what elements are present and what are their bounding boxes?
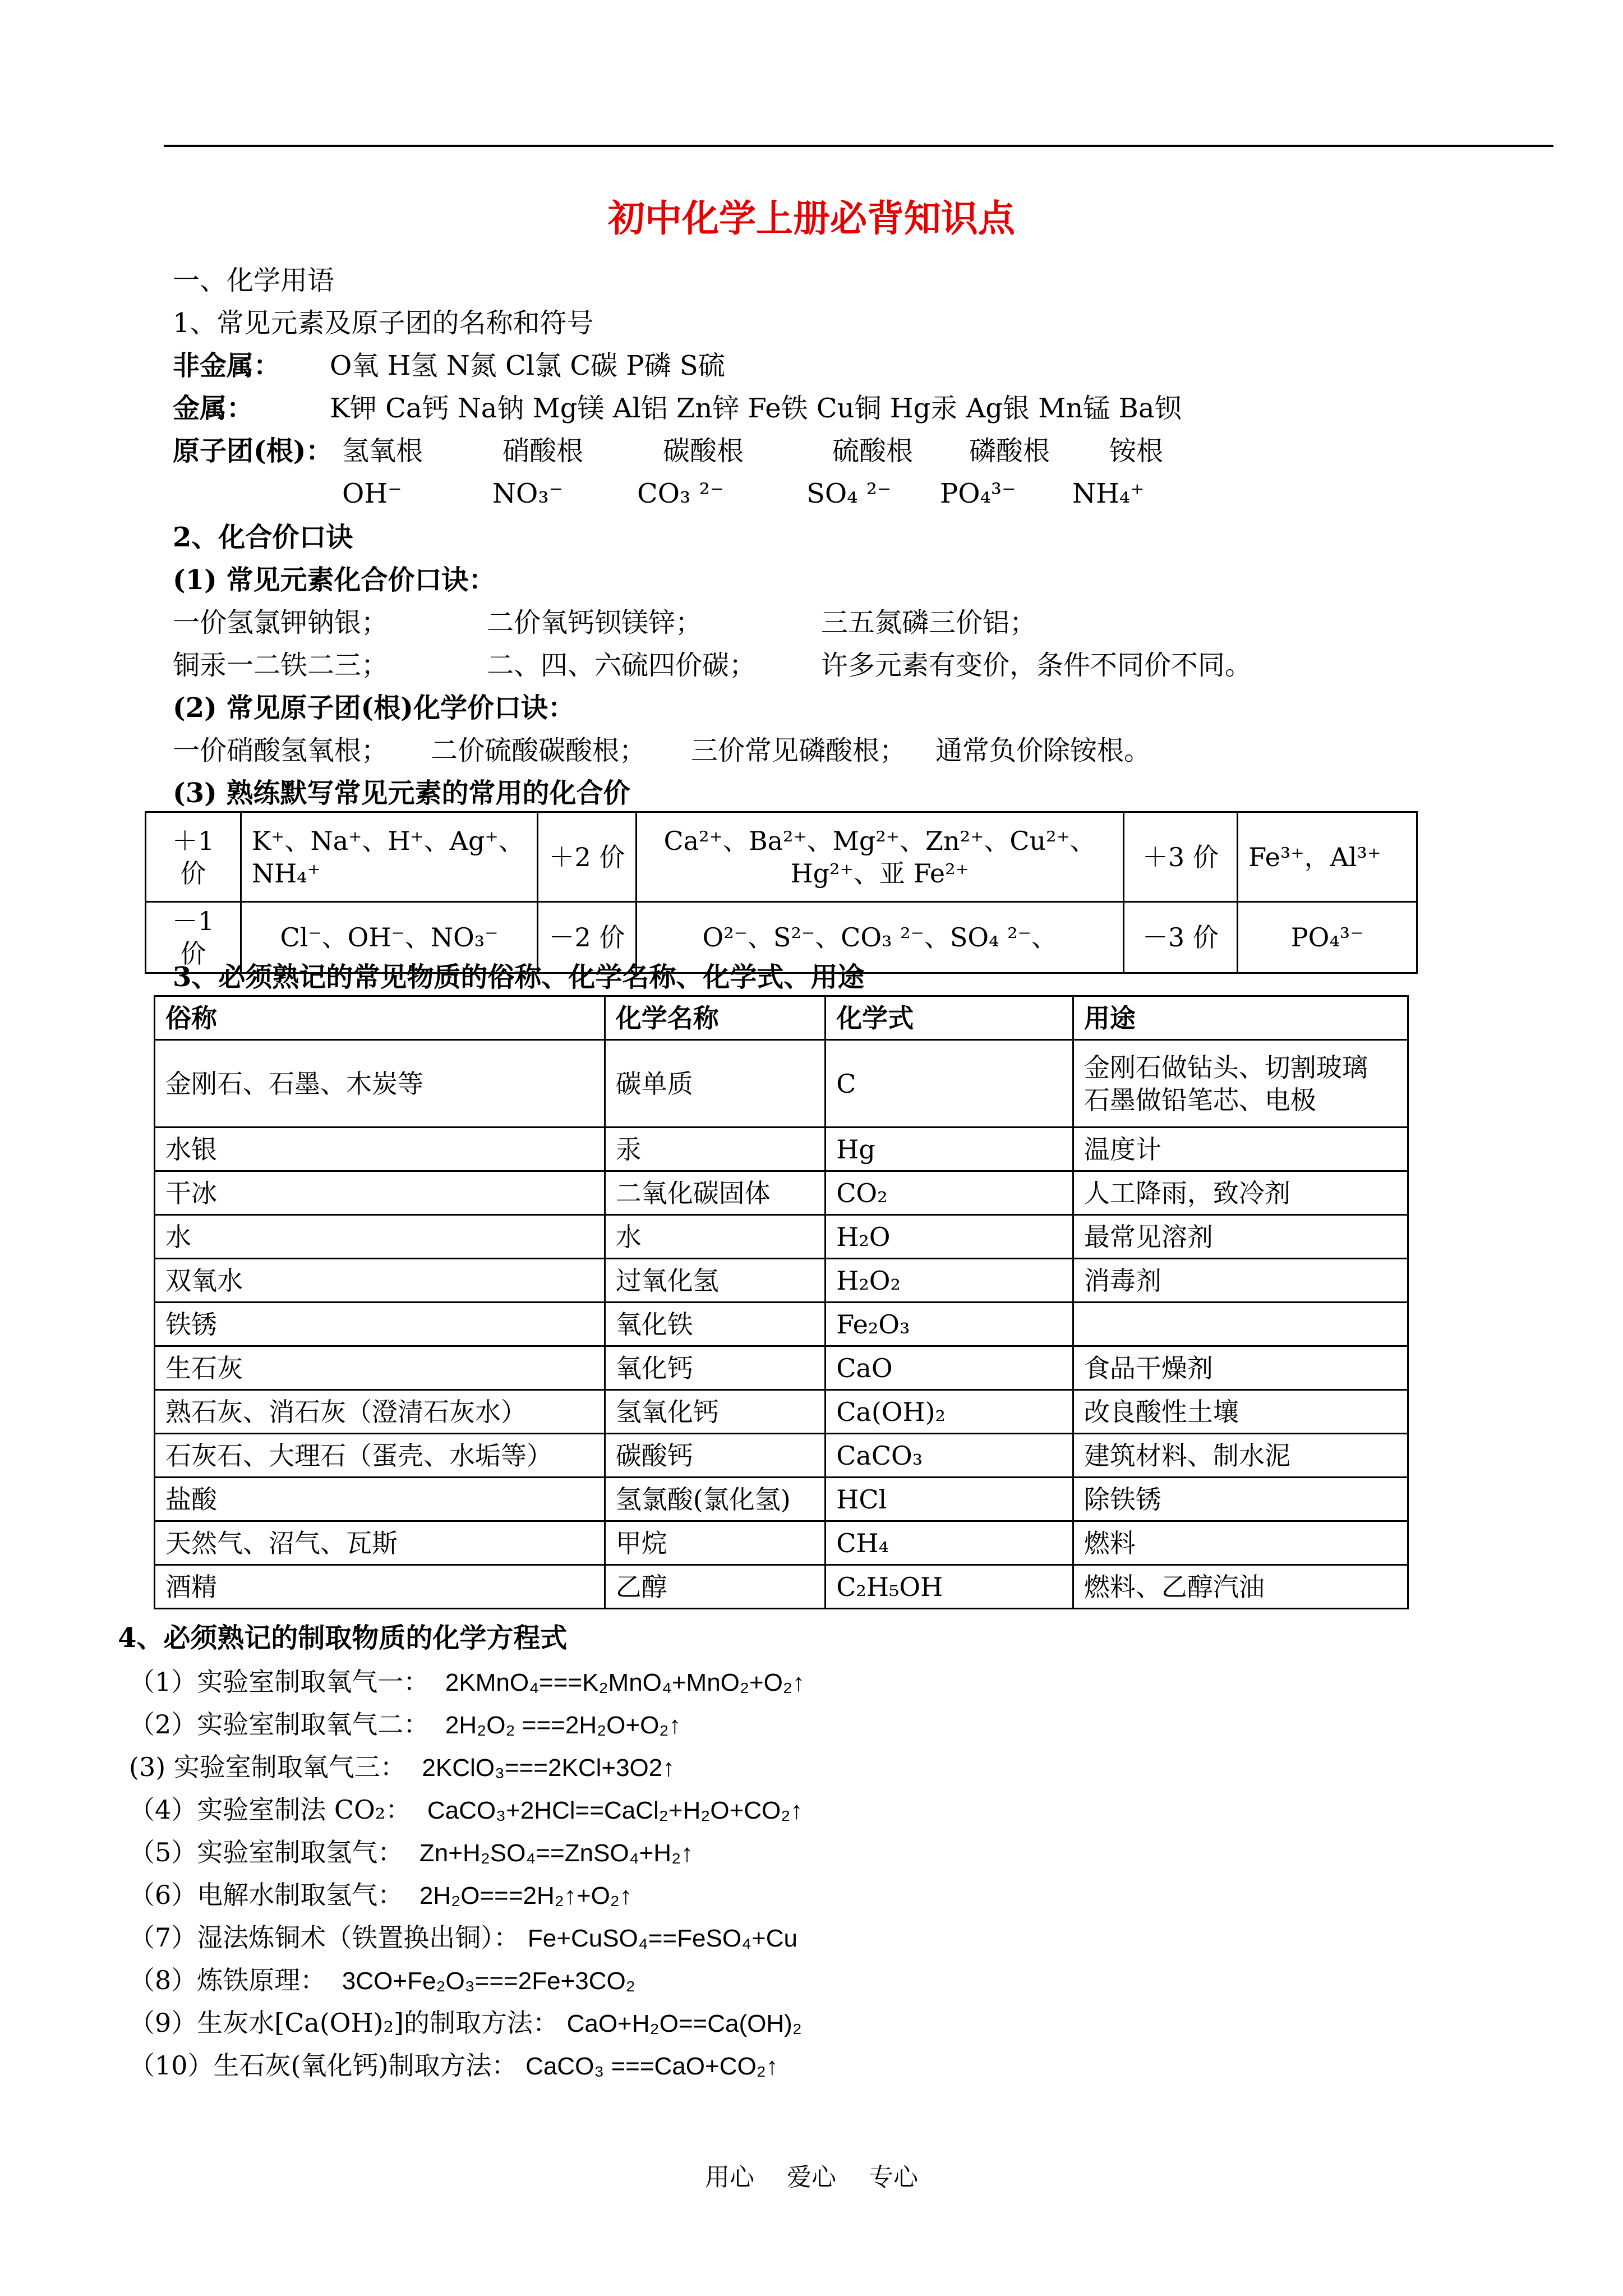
cell-formula: Fe₂O₃ xyxy=(826,1303,1073,1346)
cell-use: 消毒剂 xyxy=(1073,1259,1408,1303)
rhyme-line: 铜汞一二铁二三； xyxy=(173,650,389,681)
cell-use: 改良酸性土壤 xyxy=(1073,1390,1408,1434)
radical-name: 硝酸根 xyxy=(502,435,584,467)
cell-chem-name: 二氧化碳固体 xyxy=(605,1171,825,1215)
radical-label: 原子团(根)： xyxy=(173,435,333,467)
cell-formula: H₂O₂ xyxy=(826,1259,1073,1303)
cell-formula: Hg xyxy=(826,1128,1073,1171)
section1-heading: 一、化学用语 xyxy=(173,265,335,296)
cell-chem-name: 氧化铁 xyxy=(605,1303,825,1346)
col-header-common-name: 俗称 xyxy=(155,996,605,1040)
equation-formula: 2H₂O₂ ===2H₂O+O₂↑ xyxy=(445,1711,681,1739)
cell-formula: CaCO₃ xyxy=(826,1434,1073,1478)
cell-chem-name: 氢氧化钙 xyxy=(605,1390,825,1434)
nonmetal-items: O氧 H氢 N氮 Cl氯 C碳 P磷 S硫 xyxy=(330,350,725,381)
table-row xyxy=(155,1346,1408,1390)
cell-common-name: 干冰 xyxy=(155,1171,605,1215)
table-row xyxy=(155,1303,1408,1346)
cell-common-name: 酒精 xyxy=(155,1565,605,1609)
valence-table-heading: (3) 熟练默写常见元素的常用的化合价 xyxy=(173,777,630,809)
col-header-use: 用途 xyxy=(1073,996,1408,1040)
table-row xyxy=(155,1040,1408,1128)
minus3-label: －3 价 xyxy=(1123,902,1238,973)
table-row xyxy=(155,1171,1408,1215)
table-row xyxy=(155,1259,1408,1303)
equation-label: （5）实验室制取氢气： xyxy=(129,1837,404,1867)
table-row xyxy=(155,1478,1408,1521)
metal-label: 金属： xyxy=(173,393,254,424)
plus1-label: ＋1 价 xyxy=(146,812,241,902)
table-row xyxy=(155,1128,1408,1171)
cell-use: 除铁锈 xyxy=(1073,1478,1408,1521)
cell-common-name: 石灰石、大理石（蛋壳、水垢等） xyxy=(155,1434,605,1478)
equation-line xyxy=(129,1793,803,1828)
rhyme-line: 二、四、六硫四价碳； xyxy=(487,650,757,681)
minus2-ions: O²⁻、S²⁻、CO₃ ²⁻、SO₄ ²⁻、 xyxy=(636,902,1123,973)
equation-label: （2）实验室制取氧气二： xyxy=(129,1709,430,1740)
equation-line xyxy=(129,1750,675,1785)
section1-subheading: 1、常见元素及原子团的名称和符号 xyxy=(173,307,594,339)
equation-label: （6）电解水制取氢气： xyxy=(129,1880,404,1910)
cell-chem-name: 碳酸钙 xyxy=(605,1434,825,1478)
cell-use: 燃料 xyxy=(1073,1521,1408,1565)
equation-formula: 2KMnO₄===K₂MnO₄+MnO₂+O₂↑ xyxy=(445,1669,805,1696)
plus2-ions: Ca²⁺、Ba²⁺、Mg²⁺、Zn²⁺、Cu²⁺、Hg²⁺、亚 Fe²⁺ xyxy=(636,812,1123,902)
section4-heading: 4、必须熟记的制取物质的化学方程式 xyxy=(118,1622,568,1654)
radical-rhyme-line: 三价常见磷酸根； xyxy=(691,735,907,766)
cell-formula: H₂O xyxy=(826,1215,1073,1259)
radical-formula: SO₄ ²⁻ xyxy=(806,478,892,509)
rhyme-line: 一价氢氯钾钠银； xyxy=(173,607,389,638)
cell-common-name: 盐酸 xyxy=(155,1478,605,1521)
footer-word: 用心 xyxy=(705,2163,754,2192)
radical-rhyme-line: 一价硝酸氢氧根； xyxy=(173,735,389,766)
equation-formula: Zn+H₂SO₄==ZnSO₄+H₂↑ xyxy=(419,1839,694,1867)
equation-formula: 3CO+Fe₂O₃===2Fe+3CO₂ xyxy=(342,1967,635,1995)
cell-formula: C xyxy=(826,1040,1073,1128)
cell-formula: CO₂ xyxy=(826,1171,1073,1215)
equation-line xyxy=(129,1708,681,1742)
cell-use: 温度计 xyxy=(1073,1128,1408,1171)
cell-formula: CaO xyxy=(826,1346,1073,1390)
table-row xyxy=(155,1215,1408,1259)
cell-use: 建筑材料、制水泥 xyxy=(1073,1434,1408,1478)
table-row xyxy=(155,1434,1408,1478)
cell-formula: HCl xyxy=(826,1478,1073,1521)
footer-word: 爱心 xyxy=(787,2163,836,2192)
equation-formula: CaO+H₂O==Ca(OH)₂ xyxy=(566,2010,802,2037)
plus1-ions: K⁺、Na⁺、H⁺、Ag⁺、NH₄⁺ xyxy=(241,812,537,902)
rhyme-line: 许多元素有变价，条件不同价不同。 xyxy=(821,650,1252,681)
equation-formula: 2KClO₃===2KCl+3O2↑ xyxy=(422,1754,675,1782)
radical-formula: OH⁻ xyxy=(342,478,402,509)
minus1-ions: Cl⁻、OH⁻、NO₃⁻ xyxy=(241,902,537,973)
radical-formula: NO₃⁻ xyxy=(492,478,563,509)
cell-chem-name: 氢氯酸(氯化氢) xyxy=(605,1478,825,1521)
page-title: 初中化学上册必背知识点 xyxy=(608,196,1015,240)
radical-formula: CO₃ ²⁻ xyxy=(637,478,725,509)
rhyme-line: 三五氮磷三价铝； xyxy=(821,607,1037,638)
equation-formula: CaCO₃ ===CaO+CO₂↑ xyxy=(525,2053,778,2080)
table-row xyxy=(155,1521,1408,1565)
substance-table xyxy=(154,995,1409,1609)
cell-use: 食品干燥剂 xyxy=(1073,1346,1408,1390)
plus2-label: ＋2 价 xyxy=(538,812,637,902)
footer-word: 专心 xyxy=(869,2163,918,2192)
section2-heading: 2、化合价口诀 xyxy=(173,522,353,553)
rhyme-line: 二价氧钙钡镁锌； xyxy=(487,607,703,638)
radical-rhyme-line: 二价硫酸碳酸根； xyxy=(431,735,647,766)
table-row xyxy=(155,1565,1408,1609)
cell-use: 金刚石做钻头、切割玻璃 石墨做铅笔芯、电极 xyxy=(1073,1040,1408,1128)
nonmetal-label: 非金属： xyxy=(173,350,281,381)
cell-formula: C₂H₅OH xyxy=(826,1565,1073,1609)
radical-name: 氢氧根 xyxy=(342,435,423,467)
cell-common-name: 铁锈 xyxy=(155,1303,605,1346)
minus2-label: －2 价 xyxy=(538,902,637,973)
cell-common-name: 熟石灰、消石灰（澄清石灰水） xyxy=(155,1390,605,1434)
cell-common-name: 水银 xyxy=(155,1128,605,1171)
cell-use: 燃料、乙醇汽油 xyxy=(1073,1565,1408,1609)
equation-line xyxy=(129,1963,635,1998)
radical-formula: NH₄⁺ xyxy=(1072,478,1145,509)
minus1-label: －1 价 xyxy=(146,902,241,973)
cell-use: 人工降雨，致冷剂 xyxy=(1073,1171,1408,1215)
equation-line xyxy=(129,1835,693,1870)
cell-formula: CH₄ xyxy=(826,1521,1073,1565)
valence-rhyme-heading: (1) 常见元素化合价口诀： xyxy=(173,564,496,596)
radical-formula: PO₄³⁻ xyxy=(940,478,1016,509)
cell-common-name: 水 xyxy=(155,1215,605,1259)
cell-chem-name: 甲烷 xyxy=(605,1521,825,1565)
equation-label: （10）生石灰(氧化钙)制取方法： xyxy=(129,2050,518,2081)
cell-use xyxy=(1073,1303,1408,1346)
equation-formula: Fe+CuSO₄==FeSO₄+Cu xyxy=(527,1925,797,1952)
equation-line xyxy=(129,2006,802,2041)
page-footer xyxy=(0,2157,1623,2193)
plus3-label: ＋3 价 xyxy=(1123,812,1238,902)
equation-formula: 2H₂O===2H₂↑+O₂↑ xyxy=(419,1882,632,1910)
equation-line xyxy=(129,1878,632,1913)
cell-common-name: 金刚石、石墨、木炭等 xyxy=(155,1040,605,1128)
cell-chem-name: 氧化钙 xyxy=(605,1346,825,1390)
equation-label: (3) 实验室制取氧气三： xyxy=(129,1752,406,1782)
valence-table xyxy=(145,811,1418,974)
cell-common-name: 双氧水 xyxy=(155,1259,605,1303)
equation-label: （7）湿法炼铜术（铁置换出铜）： xyxy=(129,1922,520,1953)
radical-name: 碳酸根 xyxy=(663,435,744,467)
radical-rhyme-line: 通常负价除铵根。 xyxy=(935,735,1151,766)
cell-use: 最常见溶剂 xyxy=(1073,1215,1408,1259)
cell-chem-name: 汞 xyxy=(605,1128,825,1171)
equation-line xyxy=(129,2049,778,2083)
col-header-formula: 化学式 xyxy=(826,996,1073,1040)
plus3-ions: Fe³⁺，Al³⁺ xyxy=(1238,812,1417,902)
equation-label: （4）实验室制法 CO₂： xyxy=(129,1795,412,1825)
table-row xyxy=(155,1390,1408,1434)
minus3-ions: PO₄³⁻ xyxy=(1238,902,1417,973)
col-header-chem-name: 化学名称 xyxy=(605,996,825,1040)
cell-chem-name: 乙醇 xyxy=(605,1565,825,1609)
equation-label: （1）实验室制取氧气一： xyxy=(129,1667,430,1697)
cell-common-name: 生石灰 xyxy=(155,1346,605,1390)
cell-formula: Ca(OH)₂ xyxy=(826,1390,1073,1434)
cell-chem-name: 过氧化氢 xyxy=(605,1259,825,1303)
equation-line xyxy=(129,1665,805,1700)
equation-line xyxy=(129,1921,797,1955)
radical-name: 铵根 xyxy=(1109,435,1164,467)
section3-heading: 3、必须熟记的常见物质的俗称、化学名称、化学式、用途 xyxy=(173,961,865,993)
cell-common-name: 天然气、沼气、瓦斯 xyxy=(155,1521,605,1565)
radical-rhyme-heading: (2) 常见原子团(根)化学价口诀： xyxy=(173,692,575,724)
equation-label: （9）生灰水[Ca(OH)₂]的制取方法： xyxy=(129,2008,559,2038)
cell-chem-name: 碳单质 xyxy=(605,1040,825,1128)
header-rule xyxy=(164,145,1553,147)
radical-name: 硫酸根 xyxy=(832,435,914,467)
equation-label: （8）炼铁原理： xyxy=(129,1965,326,1995)
radical-name: 磷酸根 xyxy=(969,435,1050,467)
equation-formula: CaCO₃+2HCl==CaCl₂+H₂O+CO₂↑ xyxy=(427,1797,803,1824)
cell-chem-name: 水 xyxy=(605,1215,825,1259)
metal-items: K钾 Ca钙 Na钠 Mg镁 Al铝 Zn锌 Fe铁 Cu铜 Hg汞 Ag银 Mn锰 Ba钡 xyxy=(330,393,1182,424)
